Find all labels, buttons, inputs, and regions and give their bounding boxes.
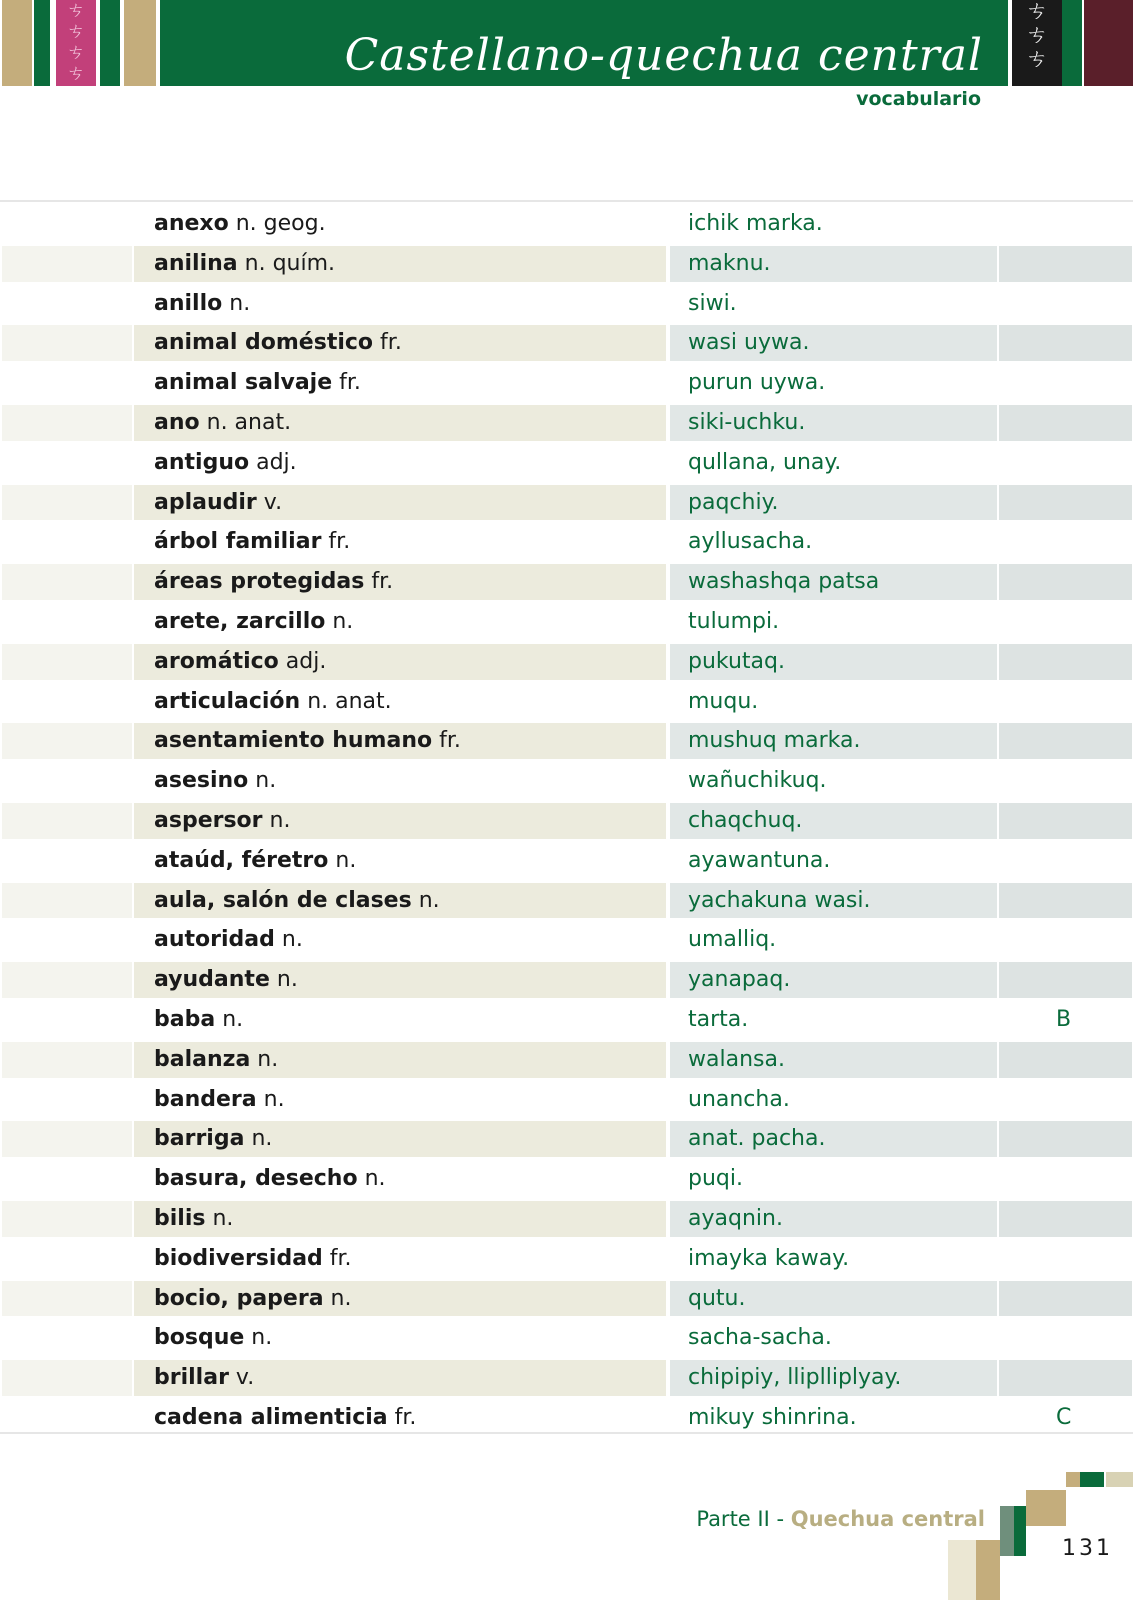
- row-band: [2, 604, 132, 640]
- row-band: [999, 524, 1132, 560]
- row-band: [2, 1400, 132, 1436]
- row-band: [2, 962, 132, 998]
- spanish-term: [154, 529, 350, 554]
- row-band: [999, 843, 1132, 879]
- grammar-category: n.: [257, 1046, 279, 1072]
- row-band: [999, 1201, 1132, 1237]
- table-row: [0, 1040, 1133, 1080]
- footer-deco-block: [1026, 1490, 1066, 1526]
- grammar-category: n. anat.: [206, 409, 292, 435]
- headword: arete, zarcillo: [154, 608, 326, 634]
- row-band: [999, 1360, 1132, 1396]
- row-band: [2, 405, 132, 441]
- grammar-category: n.: [276, 967, 298, 993]
- grammar-category: n.: [330, 1285, 352, 1311]
- table-bottom-rule: [0, 1432, 1133, 1434]
- row-band: [2, 1042, 132, 1078]
- headword: baba: [154, 1006, 216, 1032]
- row-band: [999, 723, 1132, 759]
- table-row: [0, 1080, 1133, 1120]
- header-stripe-tan-2: [124, 0, 156, 86]
- table-row: [0, 602, 1133, 642]
- header-stripe-green-3: [1062, 0, 1082, 86]
- grammar-category: n.: [229, 290, 251, 316]
- quechua-translation: washashqa patsa: [688, 569, 880, 595]
- quechua-translation: ichik marka.: [688, 211, 823, 236]
- table-row: [0, 920, 1133, 960]
- footer-deco-block: [1106, 1472, 1133, 1487]
- footer-deco-block: [1080, 1472, 1104, 1487]
- row-band: [999, 1281, 1132, 1317]
- row-band: [999, 763, 1132, 799]
- footer-deco-block: [1014, 1506, 1026, 1556]
- row-band: [999, 485, 1132, 521]
- vocabulary-table: [0, 204, 1133, 1438]
- grammar-category: v.: [263, 489, 283, 515]
- spanish-term: [154, 1246, 352, 1271]
- row-band: [999, 1320, 1132, 1356]
- headword: articulación: [154, 688, 301, 714]
- row-band: [2, 1121, 132, 1157]
- headword: anexo: [154, 211, 229, 236]
- grammar-category: n.: [212, 1205, 234, 1231]
- grammar-category: adj.: [285, 648, 327, 674]
- table-row: [0, 522, 1133, 562]
- grammar-category: n. geog.: [235, 211, 326, 236]
- headword: balanza: [154, 1046, 251, 1072]
- row-band: [2, 1161, 132, 1197]
- header-stripe-maroon: [1084, 0, 1133, 86]
- spanish-term: [154, 1087, 285, 1112]
- row-band: [999, 206, 1132, 242]
- spanish-term: [154, 1007, 243, 1032]
- row-band: [2, 325, 132, 361]
- quechua-translation: chipipiy, lliplliplyay.: [688, 1365, 902, 1391]
- headword: basura, desecho: [154, 1166, 358, 1192]
- footer-section-label: [696, 1507, 985, 1531]
- quechua-translation: maknu.: [688, 250, 771, 276]
- spanish-term: [154, 1286, 351, 1311]
- spanish-term: [154, 808, 290, 833]
- table-row: [0, 642, 1133, 682]
- page-subtitle: vocabulario: [856, 88, 981, 110]
- quechua-translation: pukutaq.: [688, 648, 785, 674]
- spanish-term: [154, 211, 326, 236]
- footer-section: Quechua central: [790, 1507, 985, 1531]
- row-band: [999, 1121, 1132, 1157]
- table-row: [0, 1000, 1133, 1040]
- row-band: [2, 1241, 132, 1277]
- headword: bosque: [154, 1325, 245, 1351]
- quechua-translation: puqi.: [688, 1166, 743, 1192]
- row-band: [999, 604, 1132, 640]
- table-row: [0, 562, 1133, 602]
- grammar-category: n. anat.: [307, 688, 392, 714]
- row-band: [999, 325, 1132, 361]
- row-band: [999, 365, 1132, 401]
- row-band: [999, 1241, 1132, 1277]
- quechua-translation: mushuq marka.: [688, 728, 861, 754]
- row-band: [999, 1042, 1132, 1078]
- grammar-category: v.: [235, 1365, 255, 1391]
- row-band: [2, 1082, 132, 1118]
- table-row: [0, 443, 1133, 483]
- headword: ataúd, féretro: [154, 847, 329, 873]
- spanish-term: [154, 689, 392, 714]
- headword: animal salvaje: [154, 370, 333, 396]
- table-row: [0, 1159, 1133, 1199]
- spanish-term: [154, 1166, 386, 1191]
- spanish-term: [154, 768, 276, 793]
- quechua-translation: purun uywa.: [688, 370, 826, 396]
- row-band: [2, 524, 132, 560]
- page-number: 131: [1062, 1536, 1113, 1561]
- header-stripe-tan-1: [2, 0, 32, 86]
- headword: anillo: [154, 290, 223, 316]
- row-band: [2, 883, 132, 919]
- table-row: [0, 721, 1133, 761]
- grammar-category: n.: [418, 887, 440, 913]
- table-row: [0, 1239, 1133, 1279]
- grammar-category: n.: [222, 1006, 244, 1032]
- quechua-translation: anat. pacha.: [688, 1126, 826, 1152]
- table-row: [0, 682, 1133, 722]
- spanish-term: [154, 967, 298, 992]
- grammar-category: fr.: [339, 370, 361, 396]
- headword: aplaudir: [154, 489, 257, 515]
- spanish-term: [154, 450, 297, 475]
- spanish-term: [154, 330, 402, 355]
- row-band: [2, 1320, 132, 1356]
- quechua-translation: wañuchikuq.: [688, 768, 827, 794]
- headword: antiguo: [154, 449, 250, 475]
- row-band: [999, 803, 1132, 839]
- spanish-term: [154, 370, 361, 395]
- header-weave-pattern-right: ㄘ ㄘ ㄘ: [1012, 0, 1062, 86]
- spanish-term: [154, 1206, 233, 1231]
- quechua-translation: yachakuna wasi.: [688, 887, 871, 913]
- row-band: [999, 405, 1132, 441]
- quechua-translation: siki-uchku.: [688, 409, 806, 435]
- table-row: [0, 761, 1133, 801]
- headword: barriga: [154, 1126, 245, 1152]
- table-top-rule: [0, 200, 1133, 202]
- spanish-term: [154, 848, 356, 873]
- header-stripe-green-2: [100, 0, 120, 86]
- table-row: [0, 483, 1133, 523]
- quechua-translation: muqu.: [688, 688, 759, 714]
- row-band: [999, 246, 1132, 282]
- headword: bandera: [154, 1086, 257, 1112]
- table-row: [0, 801, 1133, 841]
- headword: cadena alimenticia: [154, 1404, 388, 1430]
- quechua-translation: ayawantuna.: [688, 847, 831, 873]
- page-title: Castellano-quechua central: [344, 30, 983, 81]
- grammar-category: n.: [335, 847, 357, 873]
- grammar-category: n.: [251, 1325, 273, 1351]
- row-band: [2, 1201, 132, 1237]
- row-band: [999, 286, 1132, 322]
- table-row: [0, 1358, 1133, 1398]
- quechua-translation: walansa.: [688, 1046, 785, 1072]
- spanish-term: [154, 927, 303, 952]
- row-band: [2, 803, 132, 839]
- row-band: [2, 1002, 132, 1038]
- headword: aula, salón de clases: [154, 887, 412, 913]
- table-row: [0, 1119, 1133, 1159]
- row-band: [2, 843, 132, 879]
- headword: biodiversidad: [154, 1245, 323, 1271]
- grammar-category: fr.: [328, 529, 351, 555]
- grammar-category: fr.: [371, 569, 394, 595]
- headword: asentamiento humano: [154, 728, 433, 754]
- section-letter: C: [1056, 1404, 1072, 1430]
- quechua-translation: sacha-sacha.: [688, 1325, 832, 1351]
- quechua-translation: ayllusacha.: [688, 529, 813, 555]
- table-row: [0, 1199, 1133, 1239]
- spanish-term: [154, 1365, 254, 1390]
- grammar-category: n.: [255, 768, 277, 794]
- grammar-category: fr.: [329, 1245, 352, 1271]
- grammar-category: n.: [269, 807, 291, 833]
- row-band: [2, 723, 132, 759]
- row-band: [2, 763, 132, 799]
- row-band: [999, 1161, 1132, 1197]
- quechua-translation: tarta.: [688, 1006, 749, 1032]
- quechua-translation: mikuy shinrina.: [688, 1404, 857, 1430]
- footer-part: Parte II -: [696, 1507, 791, 1531]
- grammar-category: fr.: [439, 728, 461, 754]
- table-row: [0, 284, 1133, 324]
- row-band: [999, 922, 1132, 958]
- grammar-category: n.: [364, 1166, 386, 1192]
- grammar-category: adj.: [256, 449, 297, 475]
- header-stripe-green-1: [34, 0, 50, 86]
- header-weave-pattern: ㄘ ㄘ ㄘ ㄘ: [56, 0, 96, 86]
- grammar-category: n.: [251, 1126, 273, 1152]
- table-row: [0, 841, 1133, 881]
- row-band: [999, 684, 1132, 720]
- spanish-term: [154, 888, 440, 913]
- row-band: [2, 1281, 132, 1317]
- quechua-translation: umalliq.: [688, 927, 777, 953]
- spanish-term: [154, 291, 250, 316]
- table-row: [0, 323, 1133, 363]
- row-band: [2, 485, 132, 521]
- table-row: [0, 204, 1133, 244]
- grammar-category: n.: [332, 608, 354, 634]
- grammar-category: n.: [263, 1086, 285, 1112]
- spanish-term: [154, 728, 461, 753]
- quechua-translation: imayka kaway.: [688, 1245, 850, 1271]
- quechua-translation: ayaqnin.: [688, 1205, 783, 1231]
- quechua-translation: unancha.: [688, 1086, 790, 1112]
- row-band: [999, 445, 1132, 481]
- quechua-translation: paqchiy.: [688, 489, 779, 515]
- row-band: [999, 644, 1132, 680]
- spanish-term: [154, 1126, 272, 1151]
- headword: brillar: [154, 1365, 229, 1391]
- row-band: [2, 286, 132, 322]
- headword: áreas protegidas: [154, 569, 365, 595]
- table-row: [0, 881, 1133, 921]
- row-band: [999, 883, 1132, 919]
- table-row: [0, 1318, 1133, 1358]
- spanish-term: [154, 569, 393, 594]
- table-row: [0, 1279, 1133, 1319]
- grammar-category: n. quím.: [244, 250, 336, 276]
- row-band: [999, 564, 1132, 600]
- table-row: [0, 960, 1133, 1000]
- table-row: [0, 403, 1133, 443]
- spanish-term: [154, 490, 282, 515]
- table-row: [0, 363, 1133, 403]
- row-band: [2, 922, 132, 958]
- headword: aspersor: [154, 807, 263, 833]
- quechua-translation: tulumpi.: [688, 608, 780, 634]
- row-band: [2, 684, 132, 720]
- headword: bilis: [154, 1205, 206, 1231]
- spanish-term: [154, 1405, 416, 1430]
- grammar-category: fr.: [380, 330, 402, 356]
- headword: asesino: [154, 768, 249, 794]
- spanish-term: [154, 251, 335, 276]
- row-band: [2, 1360, 132, 1396]
- quechua-translation: yanapaq.: [688, 967, 791, 993]
- quechua-translation: chaqchuq.: [688, 807, 803, 833]
- footer-deco-block: [976, 1540, 1000, 1600]
- quechua-translation: qutu.: [688, 1285, 746, 1311]
- spanish-term: [154, 410, 291, 435]
- quechua-translation: wasi uywa.: [688, 330, 810, 356]
- quechua-translation: siwi.: [688, 290, 737, 316]
- table-row: [0, 244, 1133, 284]
- row-band: [2, 445, 132, 481]
- spanish-term: [154, 1047, 278, 1072]
- row-band: [999, 1082, 1132, 1118]
- headword: autoridad: [154, 927, 275, 953]
- spanish-term: [154, 649, 326, 674]
- row-band: [2, 206, 132, 242]
- headword: árbol familiar: [154, 529, 322, 555]
- spanish-term: [154, 1325, 272, 1350]
- quechua-translation: qullana, unay.: [688, 449, 842, 475]
- row-band: [2, 246, 132, 282]
- section-letter: B: [1056, 1006, 1072, 1032]
- headword: ano: [154, 409, 200, 435]
- grammar-category: fr.: [394, 1404, 417, 1430]
- row-band: [2, 644, 132, 680]
- headword: bocio, papera: [154, 1285, 324, 1311]
- spanish-term: [154, 609, 353, 634]
- grammar-category: n.: [281, 927, 303, 953]
- row-band: [2, 564, 132, 600]
- row-band: [2, 365, 132, 401]
- row-band: [999, 962, 1132, 998]
- headword: aromático: [154, 648, 279, 674]
- headword: animal doméstico: [154, 330, 374, 356]
- headword: ayudante: [154, 967, 270, 993]
- headword: anilina: [154, 250, 238, 276]
